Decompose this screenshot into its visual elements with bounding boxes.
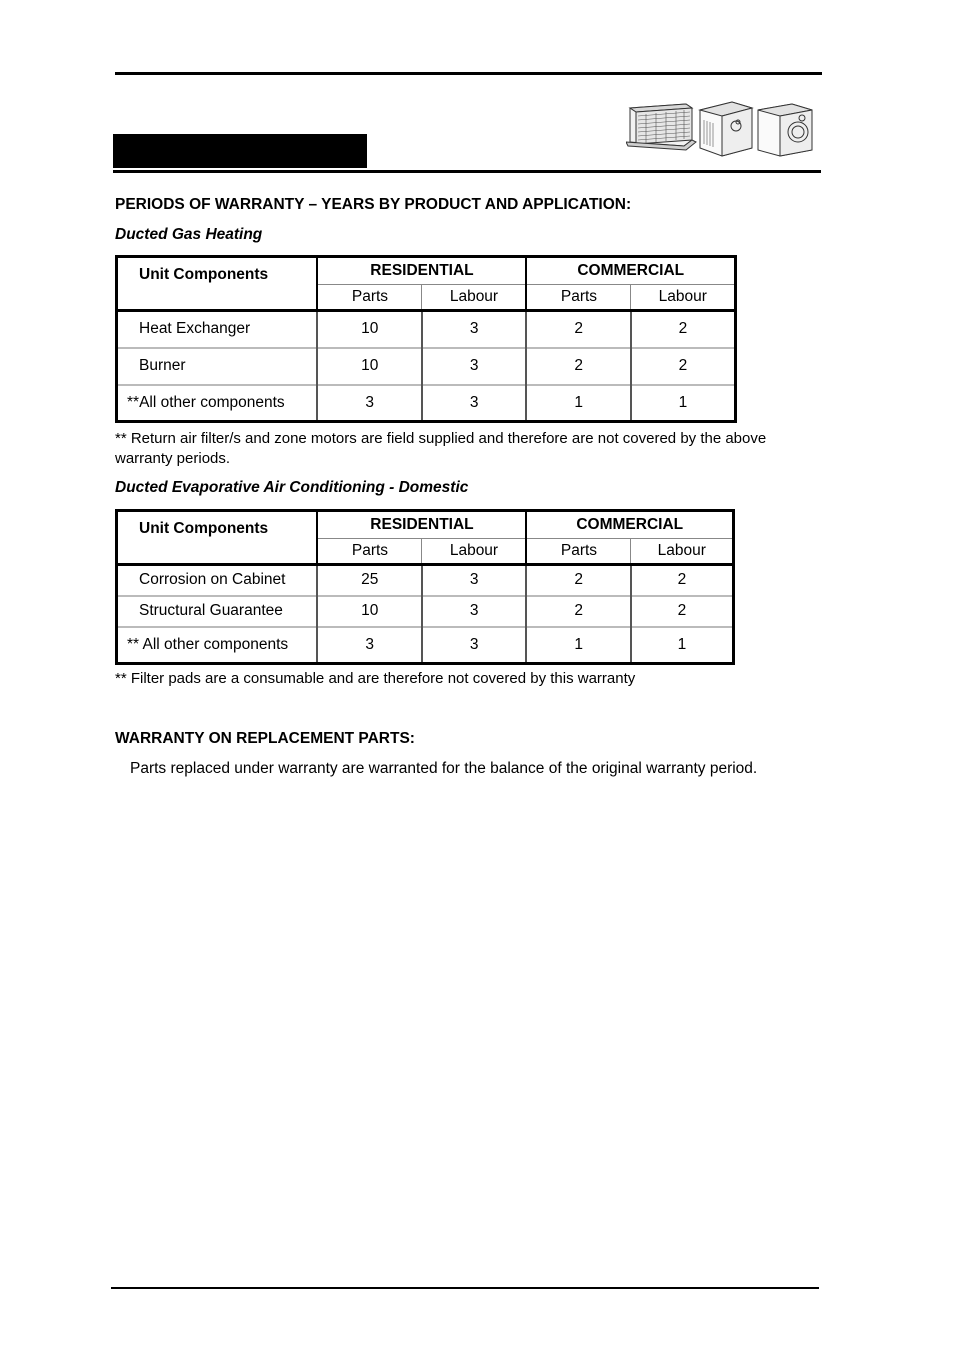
value-cell: 3 <box>422 565 527 596</box>
value-cell: 3 <box>422 385 527 422</box>
table-row <box>117 565 734 596</box>
section2-subtitle: Ducted Evaporative Air Conditioning - Domestic <box>115 479 469 496</box>
value-cell: 1 <box>631 627 734 664</box>
value-cell: 3 <box>422 348 527 385</box>
value-cell: 25 <box>317 565 422 596</box>
value-cell: 3 <box>317 385 422 422</box>
value-cell: 1 <box>631 385 736 422</box>
commercial-header: COMMERCIAL <box>526 257 735 285</box>
res-parts-header: Parts <box>317 285 422 311</box>
commercial-header: COMMERCIAL <box>526 511 733 539</box>
section1-note: ** Return air filter/s and zone motors are field supplied and therefore are not covered by the above warranty periods. <box>115 430 767 467</box>
heating-cooling-units-icon <box>626 96 814 160</box>
value-cell: 2 <box>631 348 736 385</box>
value-cell: 2 <box>526 596 631 627</box>
page-heading: PERIODS OF WARRANTY – YEARS BY PRODUCT AND APPLICATION: <box>115 196 632 213</box>
header-rule <box>113 170 821 173</box>
table-row <box>117 596 734 627</box>
section2-note: ** Filter pads are a consumable and are therefore not covered by this warranty <box>115 670 636 687</box>
ducted-evaporative-table <box>115 509 735 665</box>
replacement-heading: WARRANTY ON REPLACEMENT PARTS: <box>115 730 415 747</box>
component-cell: Corrosion on Cabinet <box>139 571 286 589</box>
res-labour-header: Labour <box>422 285 527 311</box>
value-cell: 3 <box>422 627 527 664</box>
table-row <box>117 348 736 385</box>
com-labour-header: Labour <box>631 539 734 565</box>
value-cell: 10 <box>317 311 422 348</box>
footer-rule <box>111 1287 819 1289</box>
com-parts-header: Parts <box>526 285 631 311</box>
unit-components-header: Unit Components <box>117 257 318 311</box>
value-cell: 3 <box>317 627 422 664</box>
unit-components-header: Unit Components <box>117 511 318 565</box>
replacement-text: Parts replaced under warranty are warranted for the balance of the original warranty period. <box>130 760 758 777</box>
value-cell: 10 <box>317 348 422 385</box>
value-cell: 2 <box>526 348 631 385</box>
value-cell: 3 <box>422 596 527 627</box>
component-cell: **All other components <box>117 385 318 422</box>
value-cell: 1 <box>526 385 631 422</box>
value-cell: 2 <box>526 311 631 348</box>
value-cell: 2 <box>631 596 734 627</box>
top-rule <box>115 72 822 75</box>
component-cell: Burner <box>117 348 318 385</box>
value-cell: 1 <box>526 627 631 664</box>
component-cell: ** All other components <box>117 627 318 664</box>
table-row <box>117 627 734 664</box>
table-row <box>117 311 736 348</box>
com-parts-header: Parts <box>526 539 631 565</box>
res-parts-header: Parts <box>317 539 422 565</box>
residential-header: RESIDENTIAL <box>317 257 526 285</box>
res-labour-header: Labour <box>422 539 527 565</box>
value-cell: 10 <box>317 596 422 627</box>
value-cell: 2 <box>526 565 631 596</box>
value-cell: 3 <box>422 311 527 348</box>
table-row <box>117 385 736 422</box>
com-labour-header: Labour <box>631 285 736 311</box>
section-title-bar <box>113 134 367 168</box>
component-cell: Structural Guarantee <box>117 596 318 627</box>
value-cell: 2 <box>631 565 734 596</box>
ducted-gas-heating-table <box>115 255 737 423</box>
section1-subtitle: Ducted Gas Heating <box>115 226 263 243</box>
value-cell: 2 <box>631 311 736 348</box>
residential-header: RESIDENTIAL <box>317 511 526 539</box>
component-cell: Heat Exchanger <box>139 320 251 338</box>
